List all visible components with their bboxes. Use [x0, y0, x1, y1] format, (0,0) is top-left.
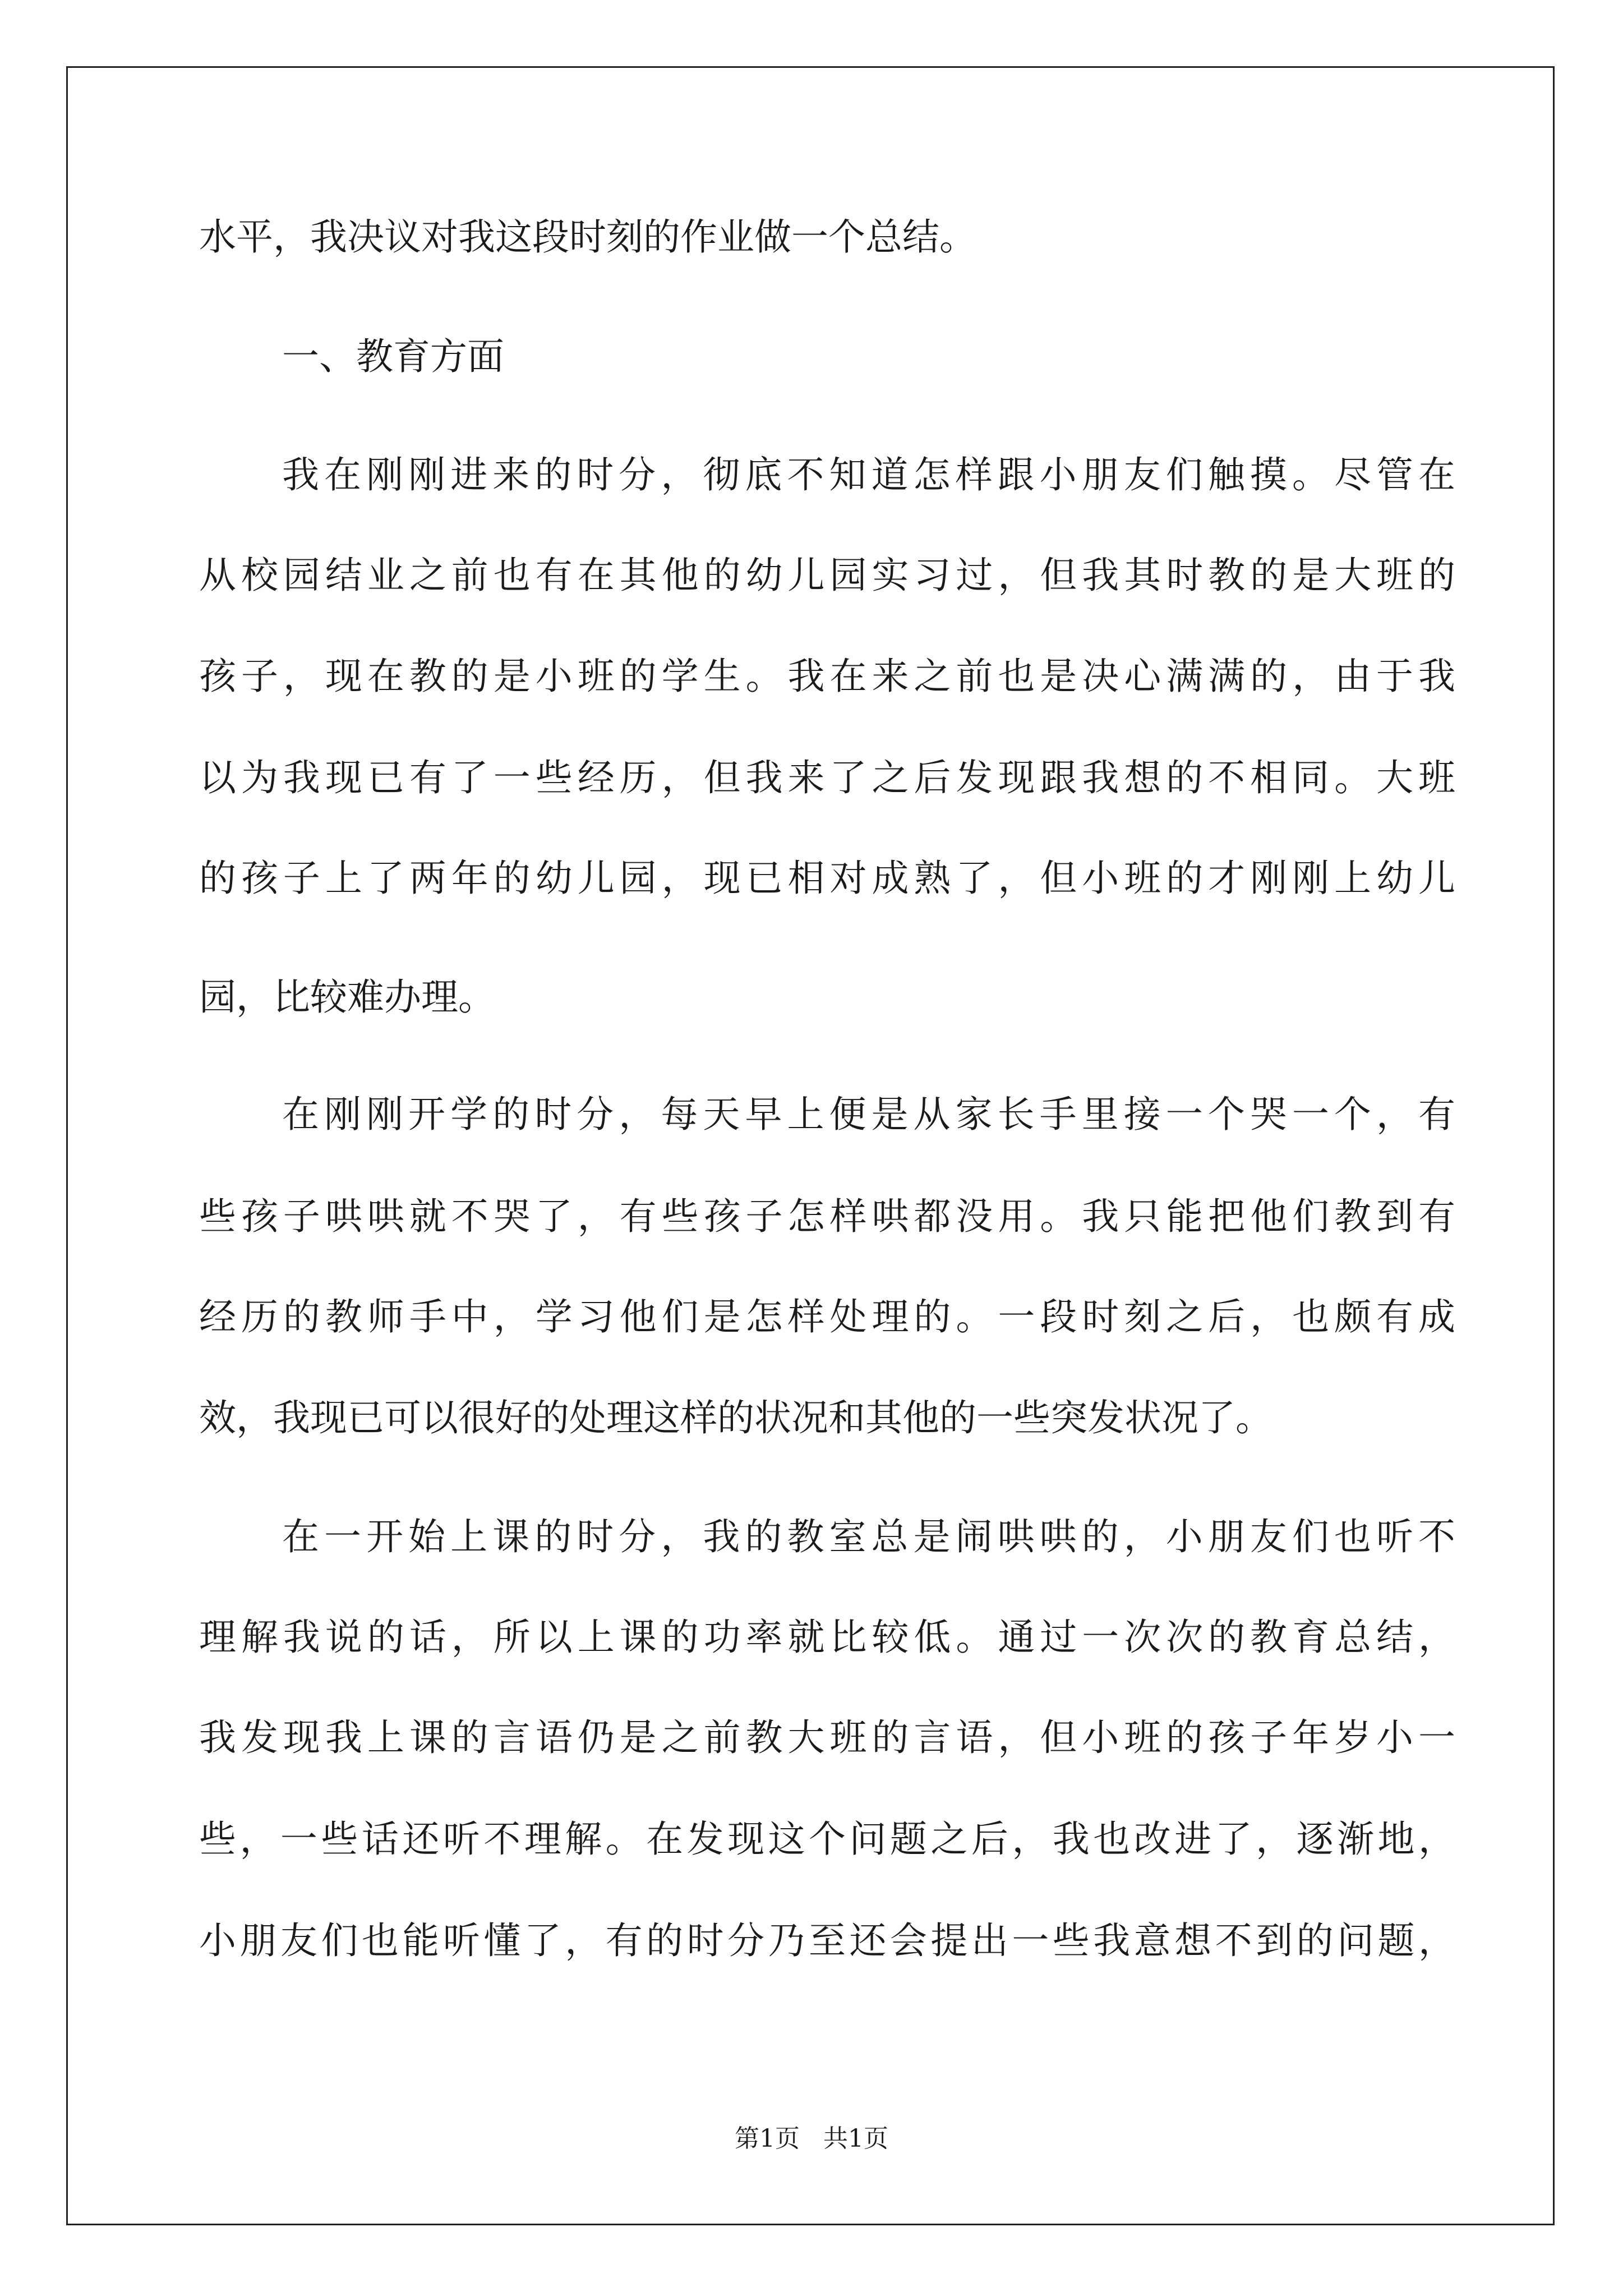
text-line: 在一开始上课的时分，我的教室总是闹哄哄的，小朋友们也听不	[282, 1515, 1455, 1558]
text-line: 些孩子哄哄就不哭了，有些孩子怎样哄都没用。我只能把他们教到有	[199, 1195, 1455, 1238]
text-line: 小朋友们也能听懂了，有的时分乃至还会提出一些我意想不到的问题，	[199, 1919, 1455, 1962]
text-line: 效，我现已可以很好的处理这样的状况和其他的一些突发状况了。	[199, 1396, 1272, 1439]
text-line: 的孩子上了两年的幼儿园，现已相对成熟了，但小班的才刚刚上幼儿	[199, 857, 1455, 900]
text-line: 在刚刚开学的时分，每天早上便是从家长手里接一个哭一个，有	[282, 1093, 1455, 1136]
text-line: 理解我说的话，所以上课的功率就比较低。通过一次次的教育总结，	[199, 1616, 1455, 1659]
text-line: 孩子，现在教的是小班的学生。我在来之前也是决心满满的，由于我	[199, 655, 1455, 698]
text-line: 园，比较难办理。	[199, 976, 495, 1019]
text-line: 经历的教师手中，学习他们是怎样处理的。一段时刻之后，也颇有成	[199, 1295, 1455, 1338]
text-line: 从校园结业之前也有在其他的幼儿园实习过，但我其时教的是大班的	[199, 554, 1455, 597]
text-line: 我发现我上课的言语仍是之前教大班的言语，但小班的孩子年岁小一	[199, 1716, 1455, 1759]
text-line: 我在刚刚进来的时分，彻底不知道怎样跟小朋友们触摸。尽管在	[282, 453, 1455, 496]
page-number-footer: 第1页 共1页	[735, 2124, 888, 2153]
section-heading: 一、教育方面	[282, 335, 504, 378]
text-line: 以为我现已有了一些经历，但我来了之后发现跟我想的不相同。大班	[199, 756, 1455, 799]
text-line: 水平，我决议对我这段时刻的作业做一个总结。	[199, 215, 976, 259]
text-line: 些，一些话还听不理解。在发现这个问题之后，我也改进了，逐渐地，	[199, 1818, 1455, 1861]
